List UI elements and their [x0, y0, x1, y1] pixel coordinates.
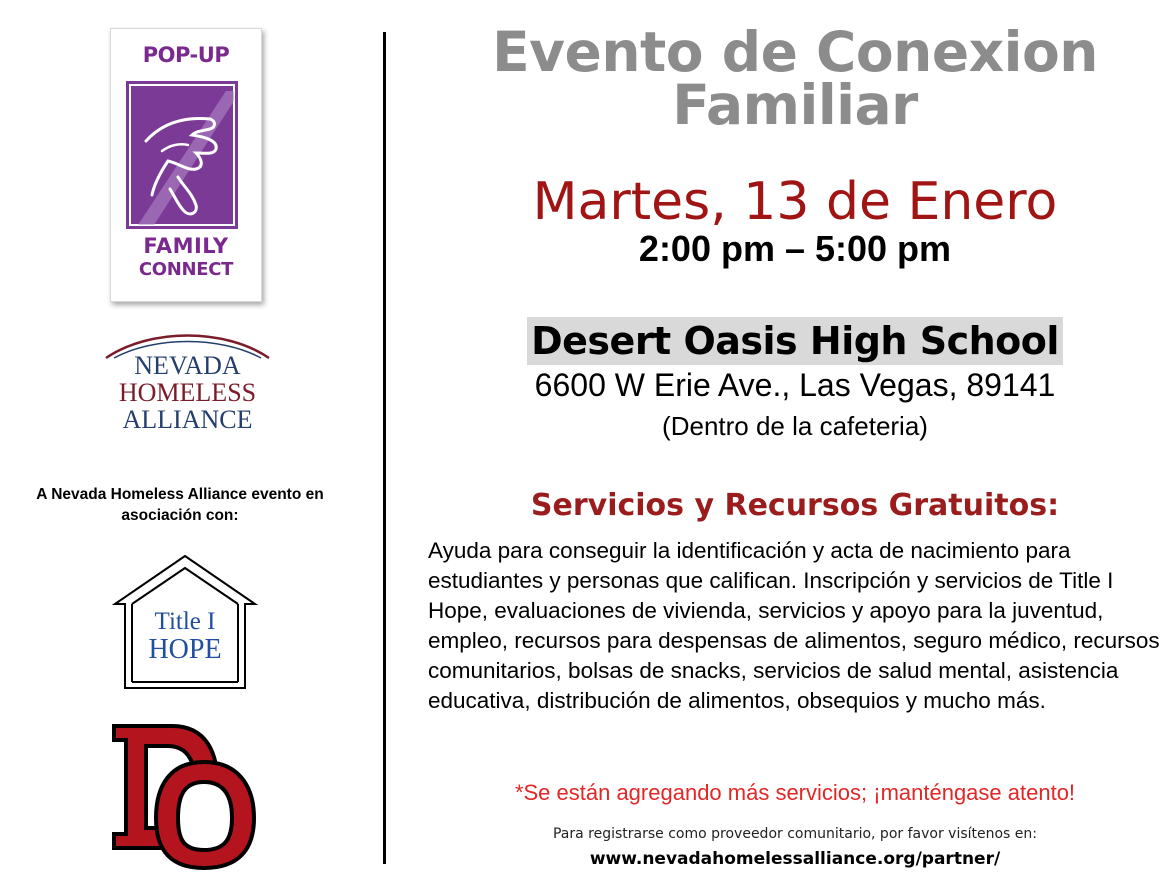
nha-wordmark [100, 352, 275, 433]
event-title-line2: Familiar [672, 73, 918, 137]
school-name-wrap [400, 317, 1165, 365]
hope-text: HOPE [148, 634, 222, 665]
location-note: (Dentro de la cafeteria) [662, 411, 928, 441]
logo-family-connect-text [111, 235, 261, 281]
nha-nevada: NEVADA [134, 351, 241, 380]
vertical-divider [383, 32, 386, 864]
register-text: Para registrarse como proveedor comunitario, por favor visítenos en: [552, 826, 1038, 842]
services-heading: Servicios y Recursos Gratuitos: [530, 488, 1060, 523]
logo-connect-word: CONNECT [138, 259, 234, 280]
event-date: Martes, 13 de Enero [532, 172, 1058, 232]
logo-family-word: FAMILY [143, 234, 229, 258]
school-name: Desert Oasis High School [527, 317, 1063, 365]
pop-up-family-connect-logo [110, 28, 262, 302]
title-i-hope-logo [110, 552, 260, 692]
services-description: Ayuda para conseguir la identificación y acta de nacimiento para estudiantes y personas que califican. Inscripción y servicios de Title I Hope, evaluaciones de vivienda, servicios y apoyo para la juventud, empleo, recursos para despensas de alimentos, seguro médico, recursos comunitarios, bolsas de snacks, servicios de salud mental, asistencia educativa, distribución de alimentos, obsequios y mucho más. [428, 538, 1160, 713]
helping-hands-icon [126, 81, 238, 251]
event-title-line1: Evento de Conexion [492, 20, 1098, 84]
event-time: 2:00 pm – 5:00 pm [638, 228, 952, 269]
nha-alliance: ALLIANCE [122, 405, 253, 434]
nevada-homeless-alliance-logo [100, 330, 275, 442]
partner-text: A Nevada Homeless Alliance evento en asociación con: [36, 486, 324, 524]
nha-homeless: HOMELESS [118, 378, 257, 407]
event-title [400, 20, 1165, 137]
more-services-note: *Se están agregando más servicios; ¡manténgase atento! [514, 780, 1076, 805]
school-address: 6600 W Erie Ave., Las Vegas, 89141 [534, 367, 1056, 403]
partner-url[interactable]: www.nevadahomelessalliance.org/partner/ [589, 849, 1001, 869]
logo-popup-text: POP-UP [142, 43, 230, 67]
title-i-text: Title I [154, 608, 216, 635]
desert-oasis-do-logo [110, 722, 260, 872]
